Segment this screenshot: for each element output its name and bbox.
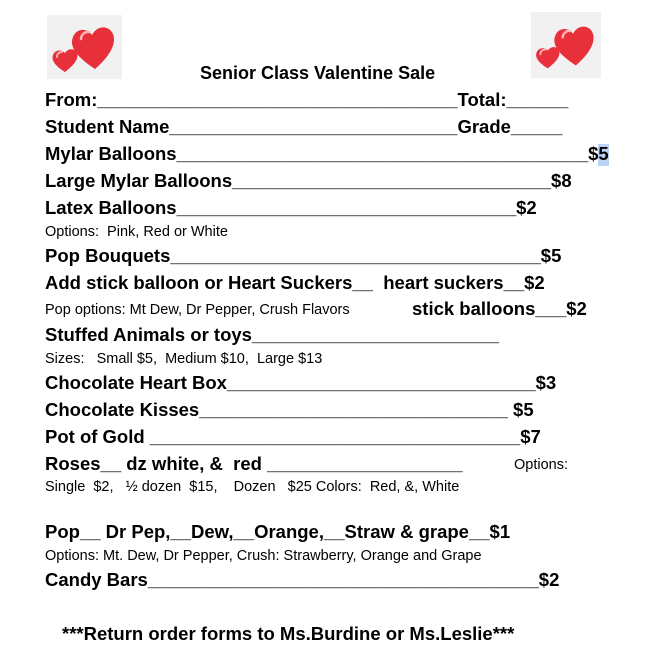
return-note: ***Return order forms to Ms.Burdine or Ms.Leslie*** xyxy=(62,623,515,644)
chocolate-heart-box-line: Chocolate Heart Box______________________________$3 xyxy=(45,372,557,393)
hearts-image-left xyxy=(47,15,122,79)
from-total-line: From:___________________________________Total:______ xyxy=(45,89,569,110)
latex-options-text: Options: Pink, Red or White xyxy=(45,224,228,240)
candy-bars-line: Candy Bars______________________________________$2 xyxy=(45,569,560,590)
hearts-image-right xyxy=(531,12,601,78)
stick-balloons-line: stick balloons___$2 xyxy=(412,298,587,319)
roses-options-detail: Single $2, ½ dozen $15, Dozen $25 Colors: Red, &, White xyxy=(45,479,460,495)
stuffed-animals-line: Stuffed Animals or toys________________________ xyxy=(45,324,499,345)
roses-options-label: Options: xyxy=(514,457,568,473)
hearts-icon xyxy=(47,15,122,79)
pop-options-detail: Options: Mt. Dew, Dr Pepper, Crush: Strawberry, Orange and Grape xyxy=(45,548,482,564)
student-name-grade-line: Student Name____________________________Grade_____ xyxy=(45,116,563,137)
hearts-icon xyxy=(531,12,601,78)
large-mylar-balloons-line: Large Mylar Balloons_______________________________$8 xyxy=(45,170,572,191)
latex-balloons-line: Latex Balloons_________________________________$2 xyxy=(45,197,537,218)
chocolate-kisses-line: Chocolate Kisses______________________________ $5 xyxy=(45,399,534,420)
pop-options-text: Pop options: Mt Dew, Dr Pepper, Crush Flavors xyxy=(45,302,350,318)
pop-bouquets-line: Pop Bouquets____________________________________$5 xyxy=(45,245,562,266)
pop-line: Pop__ Dr Pep,__Dew,__Orange,__Straw & grape__$1 xyxy=(45,521,511,542)
sizes-text: Sizes: Small $5, Medium $10, Large $13 xyxy=(45,351,323,367)
roses-line: Roses__ dz white, & red ___________________ xyxy=(45,453,463,474)
page-title: Senior Class Valentine Sale xyxy=(200,63,436,83)
pot-of-gold-line: Pot of Gold ____________________________________$7 xyxy=(45,426,541,447)
add-stick-balloon-line: Add stick balloon or Heart Suckers__ heart suckers__$2 xyxy=(45,272,545,293)
mylar-balloons-line: Mylar Balloons________________________________________$5 xyxy=(45,143,609,164)
